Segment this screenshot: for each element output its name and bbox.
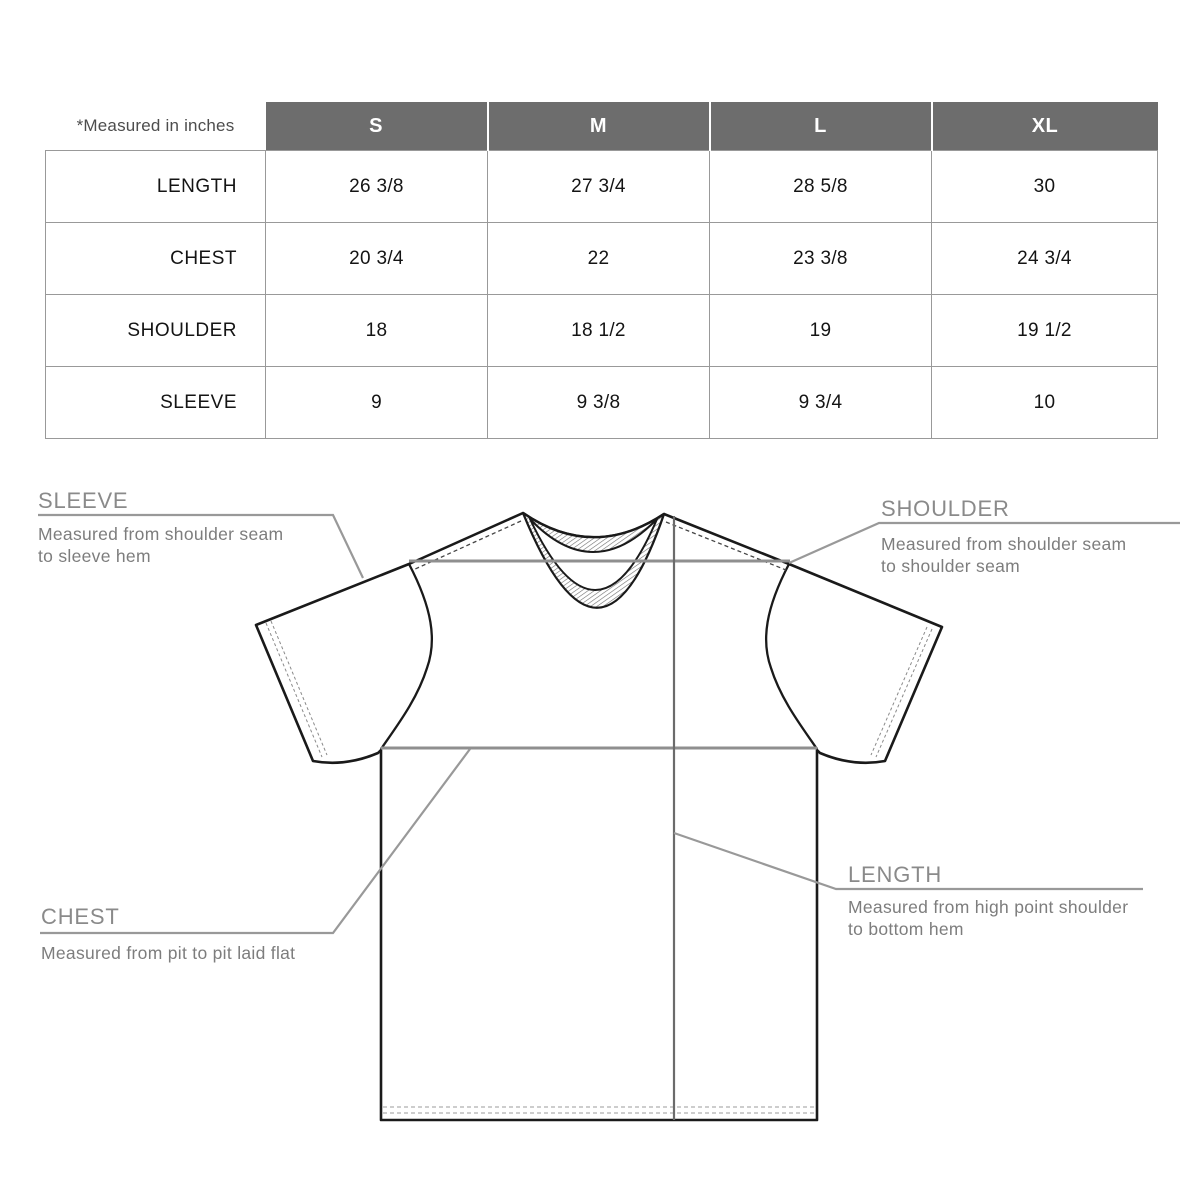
annotation-sleeve-desc-line2: to sleeve hem xyxy=(38,546,151,566)
table-row-chest xyxy=(46,223,1158,295)
cell-shoulder-m: 18 1/2 xyxy=(488,295,710,367)
annotation-shoulder xyxy=(881,498,1126,577)
annotation-shoulder-desc-line2: to shoulder seam xyxy=(881,556,1021,576)
cell-sleeve-s: 9 xyxy=(266,367,488,439)
size-chart xyxy=(45,102,1157,439)
col-header-l: L xyxy=(710,102,932,151)
col-header-s: S xyxy=(266,102,488,151)
annotation-sleeve-desc-line1: Measured from shoulder seam xyxy=(38,524,284,544)
cell-length-l: 28 5/8 xyxy=(710,151,932,223)
cell-length-xl: 30 xyxy=(932,151,1158,223)
row-label-sleeve: SLEEVE xyxy=(46,367,266,439)
annotation-sleeve xyxy=(38,490,283,567)
col-header-xl: XL xyxy=(932,102,1158,151)
annotation-length-desc-line2: to bottom hem xyxy=(848,919,964,939)
cell-shoulder-s: 18 xyxy=(266,295,488,367)
cell-sleeve-l: 9 3/4 xyxy=(710,367,932,439)
size-chart-table xyxy=(45,102,1158,439)
annotation-length-title: LENGTH xyxy=(848,862,943,887)
annotation-shoulder-desc-line1: Measured from shoulder seam xyxy=(881,534,1127,554)
cell-length-s: 26 3/8 xyxy=(266,151,488,223)
table-row-shoulder xyxy=(46,295,1158,367)
annotation-chest-desc-line1: Measured from pit to pit laid flat xyxy=(41,943,296,963)
table-row-length xyxy=(46,151,1158,223)
row-label-chest: CHEST xyxy=(46,223,266,295)
col-header-m: M xyxy=(488,102,710,151)
annotation-chest-title: CHEST xyxy=(41,904,120,929)
header-row xyxy=(46,102,1158,151)
cell-chest-m: 22 xyxy=(488,223,710,295)
cell-sleeve-xl: 10 xyxy=(932,367,1158,439)
table-row-sleeve xyxy=(46,367,1158,439)
annotation-sleeve-title: SLEEVE xyxy=(38,488,129,513)
annotation-length xyxy=(848,864,1128,940)
cell-sleeve-m: 9 3/8 xyxy=(488,367,710,439)
row-label-length: LENGTH xyxy=(46,151,266,223)
cell-shoulder-l: 19 xyxy=(710,295,932,367)
cell-chest-s: 20 3/4 xyxy=(266,223,488,295)
units-note: *Measured in inches xyxy=(76,116,235,135)
row-label-shoulder: SHOULDER xyxy=(46,295,266,367)
annotation-shoulder-title: SHOULDER xyxy=(881,496,1010,521)
cell-chest-l: 23 3/8 xyxy=(710,223,932,295)
cell-shoulder-xl: 19 1/2 xyxy=(932,295,1158,367)
annotation-length-desc-line1: Measured from high point shoulder xyxy=(848,897,1129,917)
annotation-chest xyxy=(41,906,295,964)
cell-chest-xl: 24 3/4 xyxy=(932,223,1158,295)
cell-length-m: 27 3/4 xyxy=(488,151,710,223)
